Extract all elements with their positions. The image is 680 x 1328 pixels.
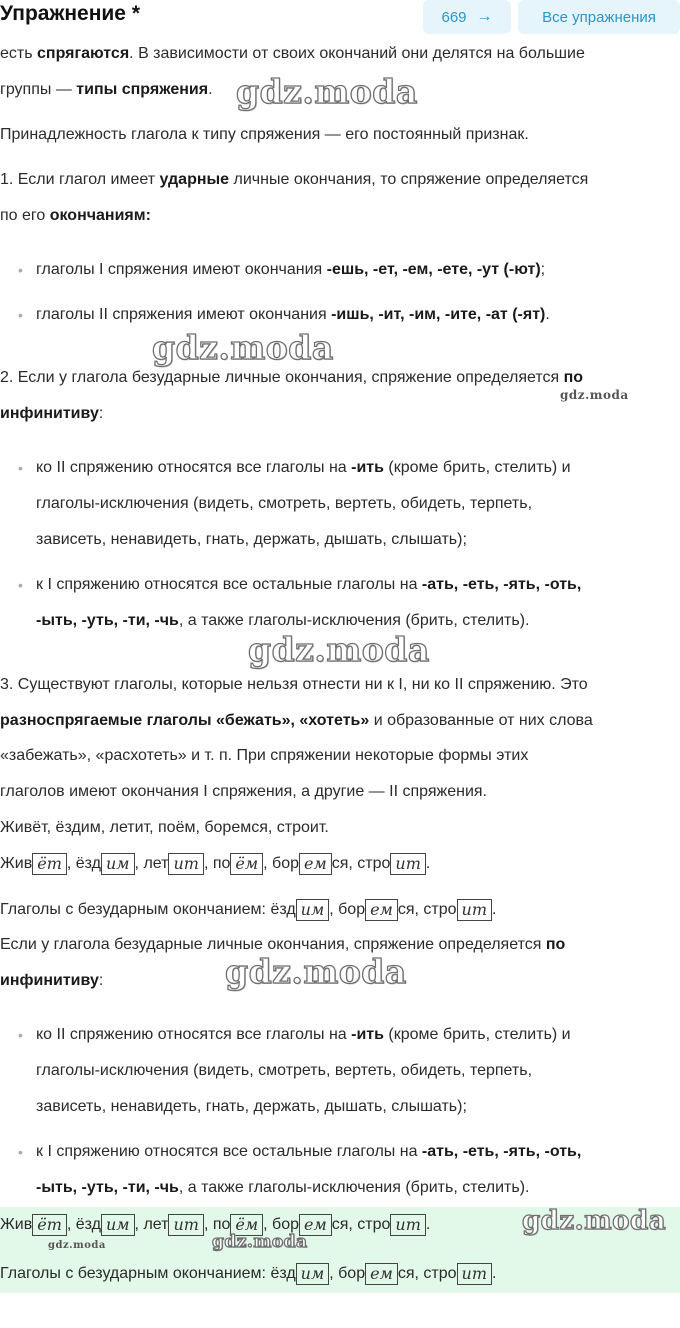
- rule3-line-3: «забежать», «расхотеть» и т. п. При спряжении некоторые формы этих: [0, 747, 529, 764]
- ending-box: ем: [365, 1263, 398, 1285]
- ending-box: ёт: [32, 1214, 67, 1236]
- ending-box: им: [101, 1214, 135, 1236]
- ending-box: ит: [457, 899, 492, 921]
- rule2-bullet-2-line-2: -ыть, -уть, -ти, -чь, а также глаголы-исключения (брить, стелить).: [36, 612, 530, 629]
- unstressed-row: Глаголы с безударным окончанием: ёзд им , бор ем ся, стро ит .: [0, 899, 497, 919]
- bullet-dot-icon: •: [18, 307, 23, 323]
- rule2-bullet-1-line-2: глаголы-исключения (видеть, смотреть, вертеть, обидеть, терпеть,: [36, 495, 533, 512]
- rule2-bullet-1-line-3: зависеть, ненавидеть, гнать, держать, дышать, слышать);: [36, 531, 467, 548]
- ending-box: ем: [365, 899, 398, 921]
- repeat-bullet-2-line-1: к I спряжению относятся все остальные глаголы на -ать, -еть, -ять, -оть,: [36, 1143, 582, 1160]
- repeat-line-2: инфинитиву:: [0, 972, 104, 989]
- ending-box: им: [296, 1263, 330, 1285]
- ending-box: ём: [230, 853, 263, 875]
- rule3-line-2: разноспрягаемые глаголы «бежать», «хотеть» и образованные от них слова: [0, 712, 593, 729]
- next-exercise-label: 669: [441, 8, 467, 26]
- ending-box: им: [296, 899, 330, 921]
- ending-box: ит: [168, 1214, 203, 1236]
- rule1-bullet-2: глаголы II спряжения имеют окончания -ишь, -ит, -им, -ите, -ат (-ят).: [36, 306, 550, 323]
- arrow-right-icon: →: [476, 8, 493, 25]
- watermark-logo: gdz.moda: [225, 952, 407, 991]
- ending-box: ит: [168, 853, 203, 875]
- bullet-dot-icon: •: [18, 1144, 23, 1160]
- rule3-line-1: 3. Существуют глаголы, которые нельзя отнести ни к I, ни ко II спряжению. Это: [0, 676, 588, 693]
- rule2-bullet-2-line-1: к I спряжению относятся все остальные глаголы на -ать, -еть, -ять, -оть,: [36, 576, 582, 593]
- rule1-bullet-1: глаголы I спряжения имеют окончания -ешь, -ет, -ем, -ете, -ут (-ют);: [36, 261, 546, 278]
- answer-endings-row: Жив ёт , ёзд им , лет ит , по ём , бор ем ся, стро ит .: [0, 1214, 431, 1234]
- rule2-line-2: инфинитиву:: [0, 405, 104, 422]
- ending-box: ем: [299, 1214, 332, 1236]
- watermark-logo-small: gdz.moda: [560, 388, 629, 402]
- page-title: Упражнение *: [0, 2, 140, 25]
- endings-row: Жив ёт , ёзд им , лет ит , по ём , бор ем ся, стро ит .: [0, 853, 431, 873]
- ending-box: ит: [390, 853, 425, 875]
- intro-line-1: есть спрягаются. В зависимости от своих окончаний они делятся на большие: [0, 45, 585, 62]
- ending-box: ем: [299, 853, 332, 875]
- all-exercises-button[interactable]: Все упражнения: [518, 0, 680, 34]
- next-exercise-button[interactable]: [423, 0, 511, 34]
- repeat-bullet-2-line-2: -ыть, -уть, -ти, -чь, а также глаголы-исключения (брить, стелить).: [36, 1179, 530, 1196]
- watermark-logo-small: gdz.moda: [48, 1240, 106, 1251]
- intro-line-3: Принадлежность глагола к типу спряжения — его постоянный признак.: [0, 126, 529, 143]
- watermark-logo: gdz.moda: [236, 72, 418, 111]
- ending-box: ёт: [32, 853, 67, 875]
- rule2-line-1: 2. Если у глагола безударные личные окончания, спряжение определяется по: [0, 369, 584, 386]
- repeat-bullet-1-line-1: ко II спряжению относятся все глаголы на -ить (кроме брить, стелить) и: [36, 1026, 571, 1043]
- repeat-line-1: Если у глагола безударные личные окончания, спряжение определяется по: [0, 936, 566, 953]
- watermark-logo: gdz.moda: [248, 630, 430, 669]
- watermark-logo: gdz.moda: [152, 328, 334, 367]
- bullet-dot-icon: •: [18, 1027, 23, 1043]
- ending-box: ит: [390, 1214, 425, 1236]
- rule1-line-1: 1. Если глагол имеет ударные личные окончания, то спряжение определяется: [0, 171, 589, 188]
- repeat-bullet-1-line-3: зависеть, ненавидеть, гнать, держать, дышать, слышать);: [36, 1098, 467, 1115]
- intro-line-2: группы — типы спряжения.: [0, 81, 213, 98]
- bullet-dot-icon: •: [18, 460, 23, 476]
- repeat-bullet-1-line-2: глаголы-исключения (видеть, смотреть, вертеть, обидеть, терпеть,: [36, 1062, 533, 1079]
- watermark-logo: gdz.moda: [522, 1206, 667, 1236]
- bullet-dot-icon: •: [18, 262, 23, 278]
- rule2-bullet-1-line-1: ко II спряжению относятся все глаголы на -ить (кроме брить, стелить) и: [36, 459, 571, 476]
- rule1-line-2: по его окончаниям:: [0, 207, 151, 224]
- watermark-logo: gdz.moda: [212, 1232, 308, 1252]
- ending-box: ём: [230, 1214, 263, 1236]
- ending-box: им: [101, 853, 135, 875]
- words-list: Живёт, ёздим, летит, поём, боремся, строит.: [0, 819, 329, 836]
- answer-unstressed-row: Глаголы с безударным окончанием: ёзд им , бор ем ся, стро ит .: [0, 1263, 497, 1283]
- bullet-dot-icon: •: [18, 577, 23, 593]
- rule3-line-4: глаголов имеют окончания I спряжения, а другие — II спряжения.: [0, 783, 487, 800]
- ending-box: ит: [457, 1263, 492, 1285]
